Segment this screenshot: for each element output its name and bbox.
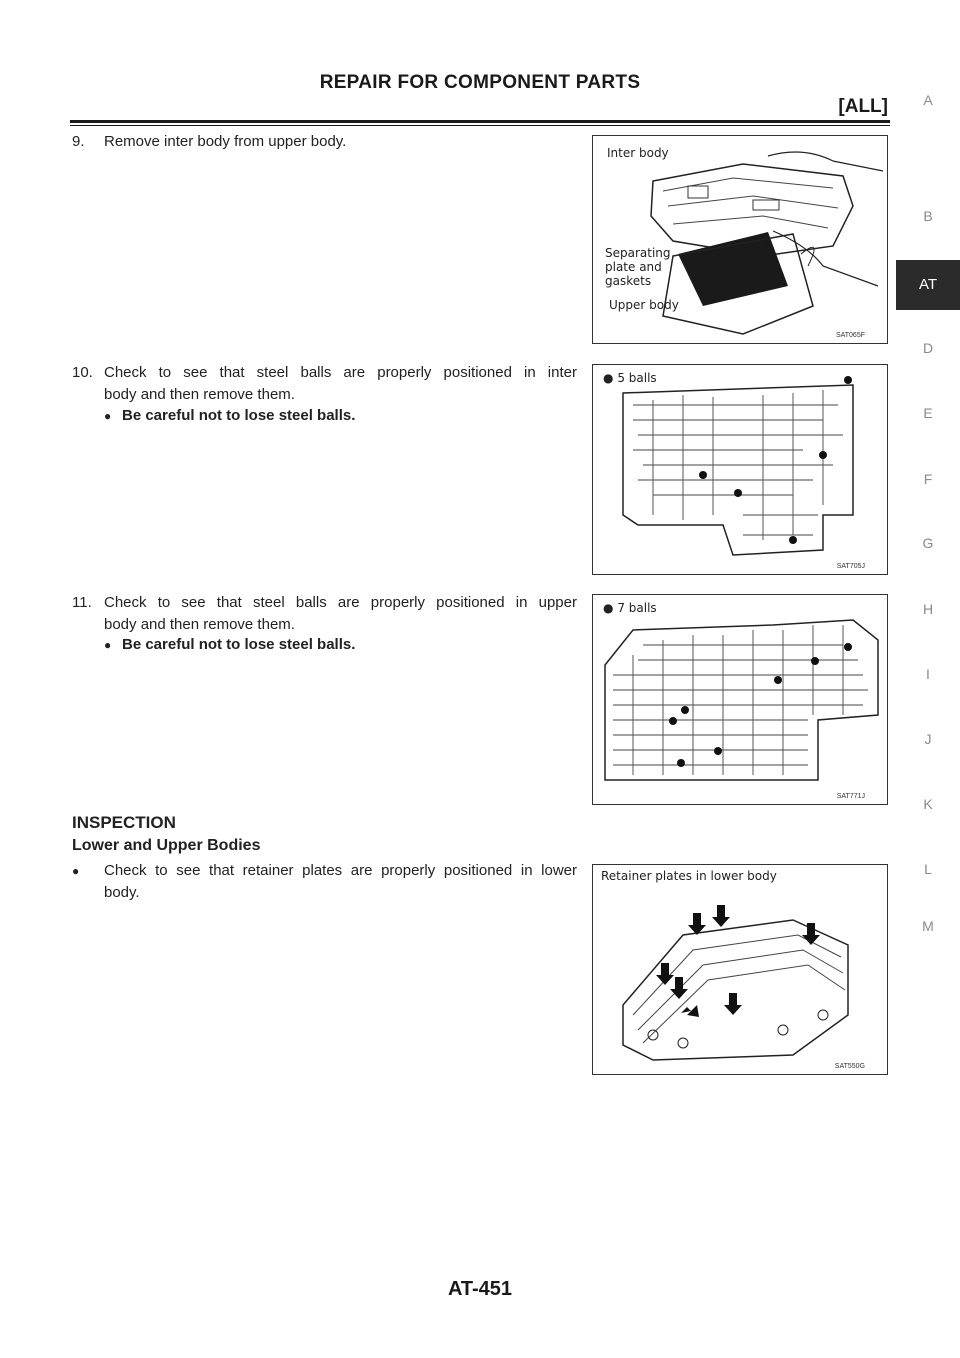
page-number: AT-451 (447, 1278, 513, 1300)
inspection-bullet (72, 860, 577, 904)
label-upper-body: Upper body (609, 298, 679, 312)
header-rule-thin (70, 125, 890, 126)
figure-code: SAT705J (836, 563, 865, 570)
figure-caption (603, 601, 657, 615)
index-tab-a[interactable]: A (923, 92, 933, 108)
note-text: Be careful not to lose steel balls. (122, 636, 356, 653)
step-number: 9. (72, 133, 85, 150)
bullet-icon: ● (104, 638, 112, 652)
step-number: 10. (72, 364, 93, 381)
caution-note (104, 405, 574, 427)
page-title: REPAIR FOR COMPONENT PARTS (319, 72, 641, 93)
figure-caption: Retainer plates in lower body (601, 869, 777, 883)
bullet-text-line2: body. (104, 884, 140, 901)
label-gaskets: gaskets (605, 274, 652, 288)
ball-bullet-icon: ● (603, 601, 614, 615)
step-text-line2: body and then remove them. (104, 386, 295, 403)
caption-text: 7 balls (617, 601, 657, 615)
upper-body-valve-diagram (593, 595, 887, 804)
label-separating: Separating (605, 246, 671, 260)
step-text-line1: Check to see that steel balls are properly positioned in inter (104, 364, 577, 381)
index-tab-b[interactable]: B (923, 208, 933, 224)
bullet-icon: ● (72, 864, 80, 878)
step-text: Remove inter body from upper body. (104, 133, 347, 150)
figure-upper-body-balls (592, 594, 888, 805)
label-plate-and: plate and (605, 260, 662, 274)
index-tab-i[interactable]: I (926, 666, 930, 682)
figure-inter-body (592, 135, 888, 344)
index-tab-at[interactable]: AT (896, 260, 960, 310)
figure-inter-body-balls (592, 364, 888, 575)
ball-bullet-icon: ● (603, 371, 614, 385)
page-subtitle: [ALL] (838, 96, 888, 117)
caution-note (104, 634, 574, 656)
index-tab-g[interactable]: G (922, 535, 934, 551)
index-tab-k[interactable]: K (923, 796, 933, 812)
header-rule (70, 120, 890, 123)
step-10 (72, 362, 577, 406)
figure-code: SAT771J (836, 793, 865, 800)
note-text: Be careful not to lose steel balls. (122, 407, 356, 424)
subsection-heading: Lower and Upper Bodies (72, 837, 261, 854)
step-text-line1: Check to see that steel balls are properly positioned in upper (104, 594, 577, 611)
index-tab-h[interactable]: H (922, 601, 934, 617)
caption-text: 5 balls (617, 371, 657, 385)
index-tab-e[interactable]: E (923, 405, 933, 421)
figure-code: SAT550G (834, 1063, 865, 1070)
step-text-line2: body and then remove them. (104, 616, 295, 633)
figure-code: SAT065F (835, 332, 865, 339)
figure-caption (603, 371, 657, 385)
index-tab-j[interactable]: J (924, 731, 932, 747)
figure-retainer-plates (592, 864, 888, 1075)
lower-body-illustration (593, 865, 887, 1074)
step-9 (72, 131, 577, 153)
bullet-text-line1: Check to see that retainer plates are properly positioned in lower (104, 862, 577, 879)
label-inter-body: Inter body (607, 146, 669, 160)
index-tab-d[interactable]: D (922, 340, 934, 356)
index-tab-f[interactable]: F (923, 471, 933, 487)
step-number: 11. (72, 594, 92, 611)
index-tab-l[interactable]: L (924, 861, 932, 877)
index-tab-m[interactable]: M (922, 918, 934, 934)
bullet-icon: ● (104, 409, 112, 423)
section-heading: INSPECTION (72, 813, 176, 832)
inter-body-valve-diagram (593, 365, 887, 574)
step-11 (72, 592, 577, 636)
